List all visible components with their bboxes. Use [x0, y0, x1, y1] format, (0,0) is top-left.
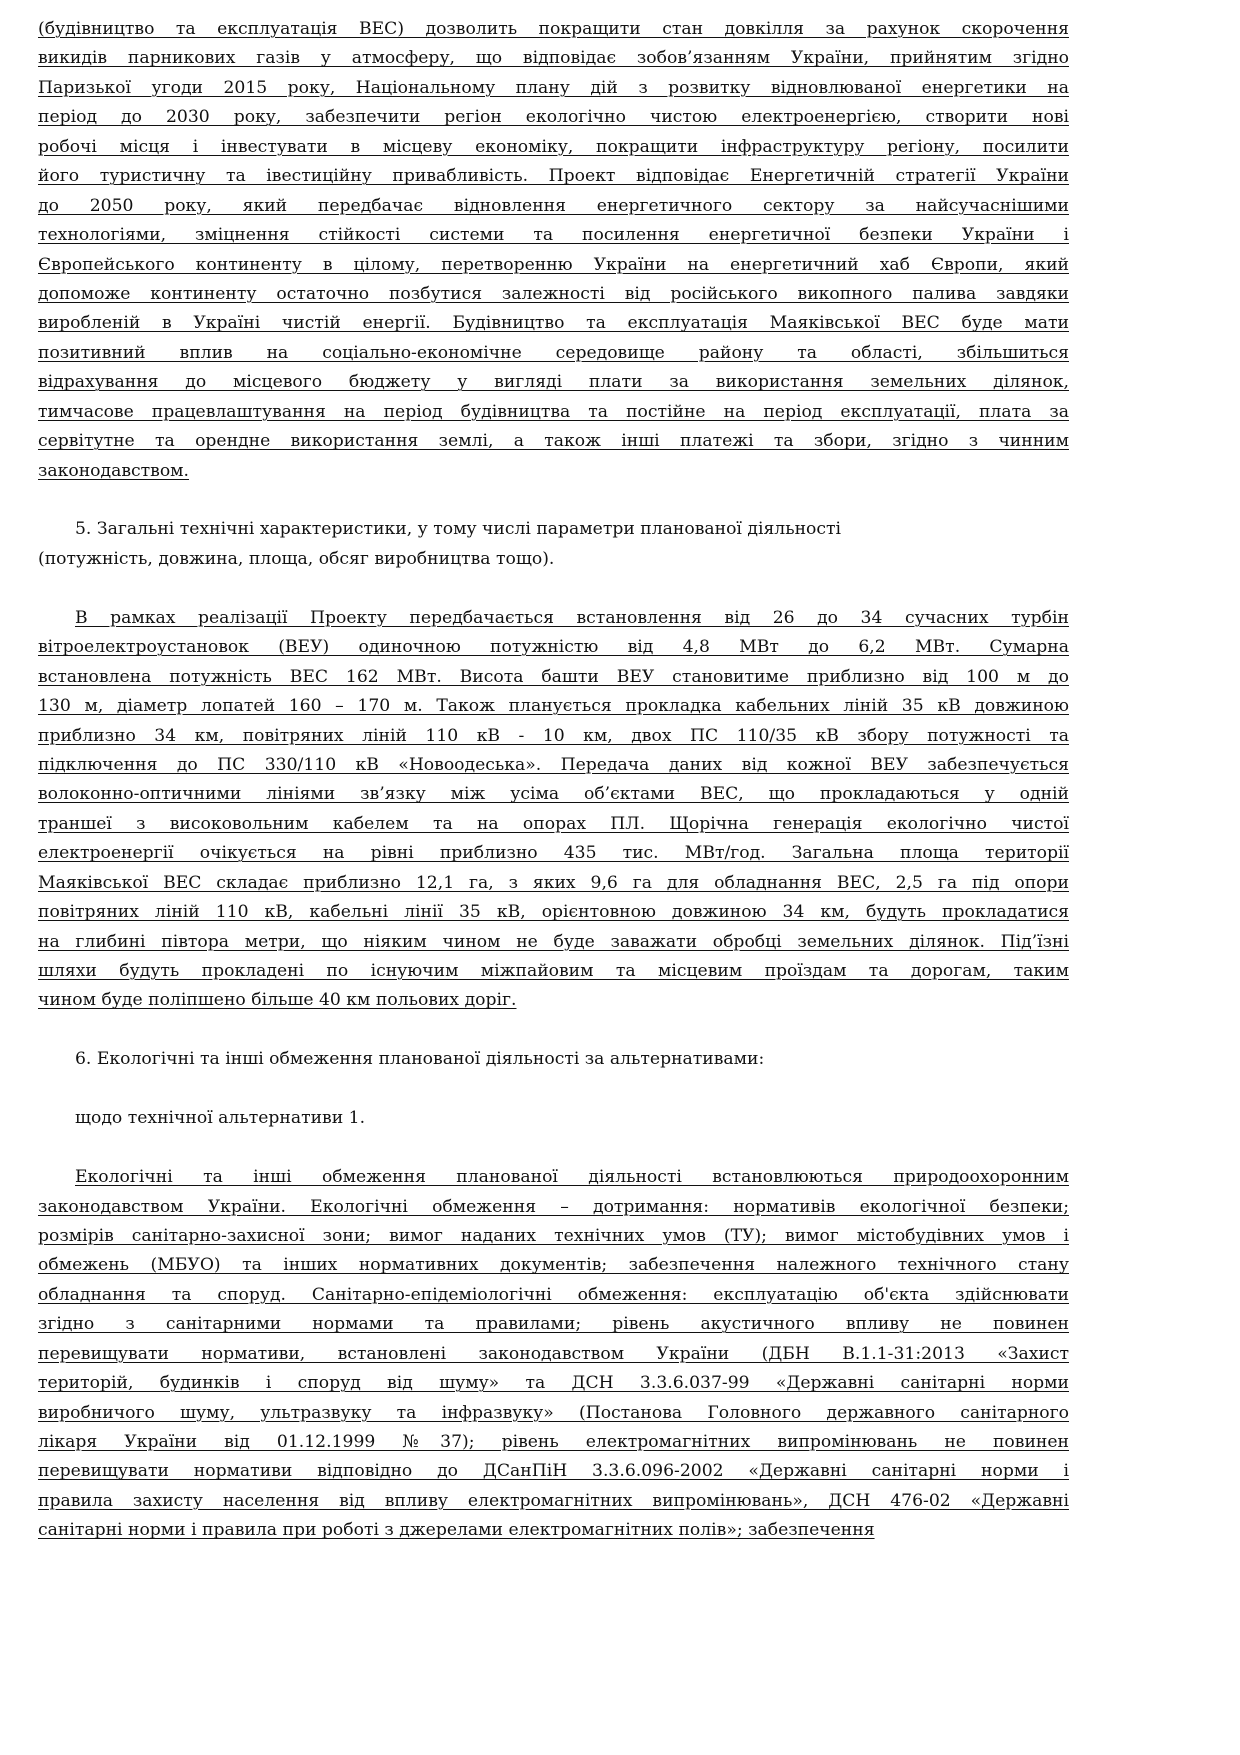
text-line — [38, 604, 1069, 633]
text-line — [38, 15, 1069, 44]
text-line — [38, 515, 1069, 544]
text-line — [38, 957, 1069, 986]
line-text: територій, будинків і споруд від шуму» та ДСН 3.3.6.037-99 «Державні санітарні норми — [38, 1373, 1069, 1394]
text-line — [38, 1163, 1069, 1192]
text-line — [38, 545, 1069, 574]
line-text: 130 м, діаметр лопатей 160 – 170 м. Також планується прокладка кабельних ліній 35 кВ довжиною — [38, 696, 1069, 717]
text-line — [38, 280, 1069, 309]
paragraph-gap — [38, 1075, 1069, 1104]
line-text: 5. Загальні технічні характеристики, у тому числі параметри планованої діяльності — [75, 519, 842, 540]
text-line — [38, 162, 1069, 191]
line-text: позитивний вплив на соціально-економічне середовище району та області, збільшиться — [38, 342, 1069, 363]
line-text: обмежень (МБУО) та інших нормативних документів; забезпечення належного технічного стану — [38, 1255, 1069, 1276]
line-text: щодо технічної альтернативи 1. — [75, 1108, 366, 1129]
text-line — [38, 1487, 1069, 1516]
line-text: шляхи будуть прокладені по існуючим міжпайовим та місцевим проїздам та дорогам, таким — [38, 961, 1069, 981]
line-text: період до 2030 року, забезпечити регіон екологічно чистою електроенергією, створити нові — [38, 107, 1069, 128]
text-line — [38, 722, 1069, 751]
text-line — [38, 810, 1069, 839]
line-text: Екологічні та інші обмеження планованої діяльності встановлюються природоохоронним — [75, 1167, 1069, 1188]
document-page — [38, 15, 1069, 1546]
line-text: санітарні норми і правила при роботі з джерелами електромагнітних полів»; забезпечення — [38, 1520, 875, 1541]
line-text: встановлена потужність ВЕС 162 МВт. Висота башти ВЕУ становитиме приблизно від 100 м до — [38, 666, 1069, 687]
line-text: його туристичну та івестиційну привабливість. Проект відповідає Енергетичній стратегії України — [38, 166, 1069, 187]
section-5-heading — [38, 515, 1069, 574]
text-line — [38, 1340, 1069, 1369]
line-text: (потужність, довжина, площа, обсяг виробництва тощо). — [38, 548, 555, 569]
text-line — [38, 780, 1069, 809]
line-text: обладнання та споруд. Санітарно-епідеміологічні обмеження: експлуатацію об'єкта здійснювати — [38, 1284, 1069, 1305]
text-line — [38, 221, 1069, 250]
line-text: В рамках реалізації Проекту передбачається встановлення від 26 до 34 сучасних турбін — [75, 607, 1069, 628]
text-line — [38, 398, 1069, 427]
line-text: лікаря України від 01.12.1999 №37); рівень електромагнітних випромінювань не повинен — [38, 1432, 1069, 1452]
line-text: до 2050 року, який передбачає відновлення енергетичного сектору за найсучаснішими — [38, 195, 1069, 216]
line-text: робочі місця і інвестувати в місцеву економіку, покращити інфраструктуру регіону, посилити — [38, 136, 1069, 157]
line-text: волоконно-оптичними лініями зв’язку між усіма об’єктами ВЕС, що прокладаються у одній — [38, 784, 1069, 805]
line-text: перевищувати нормативи відповідно до ДСанПіН 3.3.6.096-2002 «Державні санітарні норми і — [38, 1461, 1069, 1482]
line-text: на глибині півтора метри, що ніяким чином не буде заважати обробці земельних ділянок. Під’їзні — [38, 931, 1069, 952]
text-line — [38, 427, 1069, 456]
line-text: приблизно 34 км, повітряних ліній 110 кВ - 10 км, двох ПС 110/35 кВ збору потужності та — [38, 725, 1069, 746]
text-line — [38, 368, 1069, 397]
text-line — [38, 869, 1069, 898]
text-line — [38, 692, 1069, 721]
paragraph-gap — [38, 486, 1069, 515]
text-line — [38, 1104, 1069, 1133]
text-line — [38, 1193, 1069, 1222]
paragraph-gap — [38, 1134, 1069, 1163]
text-line — [38, 898, 1069, 927]
line-text: виробничого шуму, ультразвуку та інфразвуку» (Постанова Головного державного санітарного — [38, 1402, 1069, 1423]
text-line — [38, 251, 1069, 280]
text-line — [38, 1045, 1069, 1074]
text-line — [38, 1251, 1069, 1280]
line-text: підключення до ПС 330/110 кВ «Новоодеська». Передача даних від кожної ВЕУ забезпечується — [38, 754, 1069, 775]
line-text: законодавством. — [38, 460, 190, 481]
line-text: перевищувати нормативи, встановлені законодавством України (ДБН В.1.1-31:2013 «Захист — [38, 1343, 1069, 1364]
line-text: 6. Екологічні та інші обмеження планованої діяльності за альтернативами: — [75, 1049, 765, 1070]
line-text: розмірів санітарно-захисної зони; вимог наданих технічних умов (ТУ); вимог містобудівних умов і — [38, 1225, 1069, 1246]
line-text: згідно з санітарними нормами та правилами; рівень акустичного впливу не повинен — [38, 1314, 1069, 1335]
text-line — [38, 1222, 1069, 1251]
line-text: Паризької угоди 2015 року, Національному плану дій з розвитку відновлюваної енергетики на — [38, 77, 1069, 98]
line-text: повітряних ліній 110 кВ, кабельні лінії 35 кВ, орієнтовною довжиною 34 км, будуть прокладатися — [38, 902, 1069, 923]
text-line — [38, 103, 1069, 132]
line-text: вітроелектроустановок (ВЕУ) одиночною потужністю від 4,8 МВт до 6,2 МВт. Сумарна — [38, 637, 1069, 658]
text-line — [38, 1457, 1069, 1486]
section-6-body — [38, 1163, 1069, 1546]
text-line — [38, 663, 1069, 692]
line-text: електроенергії очікується на рівні приблизно 435 тис. МВт/год. Загальна площа території — [38, 843, 1069, 864]
line-text: допоможе континенту остаточно позбутися залежності від російського викопного палива завдяки — [38, 283, 1069, 304]
line-text: законодавством України. Екологічні обмеження – дотримання: нормативів екологічної безпеки; — [38, 1196, 1069, 1217]
line-text: сервітутне та орендне використання землі, а також інші платежі та збори, згідно з чинним — [38, 431, 1069, 452]
line-text: технологіями, зміцнення стійкості системи та посилення енергетичної безпеки України і — [38, 225, 1069, 246]
text-line — [38, 1399, 1069, 1428]
line-text: викидів парникових газів у атмосферу, що відповідає зобов’язанням України, прийнятим згідно — [38, 48, 1069, 69]
text-line — [38, 1281, 1069, 1310]
text-line — [38, 192, 1069, 221]
line-text: траншеї з високовольним кабелем та на опорах ПЛ. Щорічна генерація екологічно чистої — [38, 813, 1069, 834]
section-6-heading — [38, 1045, 1069, 1074]
paragraph-gap — [38, 1016, 1069, 1045]
line-text: чином буде поліпшено більше 40 км польових доріг. — [38, 990, 517, 1011]
text-line — [38, 751, 1069, 780]
line-text: правила захисту населення від впливу електромагнітних випромінювань», ДСН 476-02 «Державні — [38, 1490, 1069, 1511]
text-line — [38, 1369, 1069, 1398]
text-line — [38, 839, 1069, 868]
text-line — [38, 1428, 1069, 1457]
line-text: тимчасове працевлаштування на період будівництва та постійне на період експлуатації, плата за — [38, 401, 1069, 422]
text-line — [38, 44, 1069, 73]
line-text: (будівництво та експлуатація ВЕС) дозволить покращити стан довкілля за рахунок скорочення — [38, 19, 1069, 39]
text-line — [38, 74, 1069, 103]
paragraph-gap — [38, 574, 1069, 603]
text-line — [38, 1516, 1069, 1545]
text-line — [38, 457, 1069, 486]
text-line — [38, 633, 1069, 662]
section-5-body — [38, 604, 1069, 1016]
text-line — [38, 1310, 1069, 1339]
alternative-1-heading — [38, 1104, 1069, 1133]
line-text: відрахування до місцевого бюджету у вигляді плати за використання земельних ділянок, — [38, 372, 1069, 393]
line-text: Маяківської ВЕС складає приблизно 12,1 га, з яких 9,6 га для обладнання ВЕС, 2,5 га під опори — [38, 872, 1069, 893]
text-line — [38, 133, 1069, 162]
line-text: виробленій в Україні чистій енергії. Будівництво та експлуатація Маяківської ВЕС буде мати — [38, 313, 1069, 334]
text-line — [38, 309, 1069, 338]
paragraph-intro-continuation — [38, 15, 1069, 486]
line-text: Європейського континенту в цілому, перетворенню України на енергетичний хаб Європи, який — [38, 254, 1069, 275]
text-line — [38, 339, 1069, 368]
text-line — [38, 928, 1069, 957]
text-line — [38, 986, 1069, 1015]
